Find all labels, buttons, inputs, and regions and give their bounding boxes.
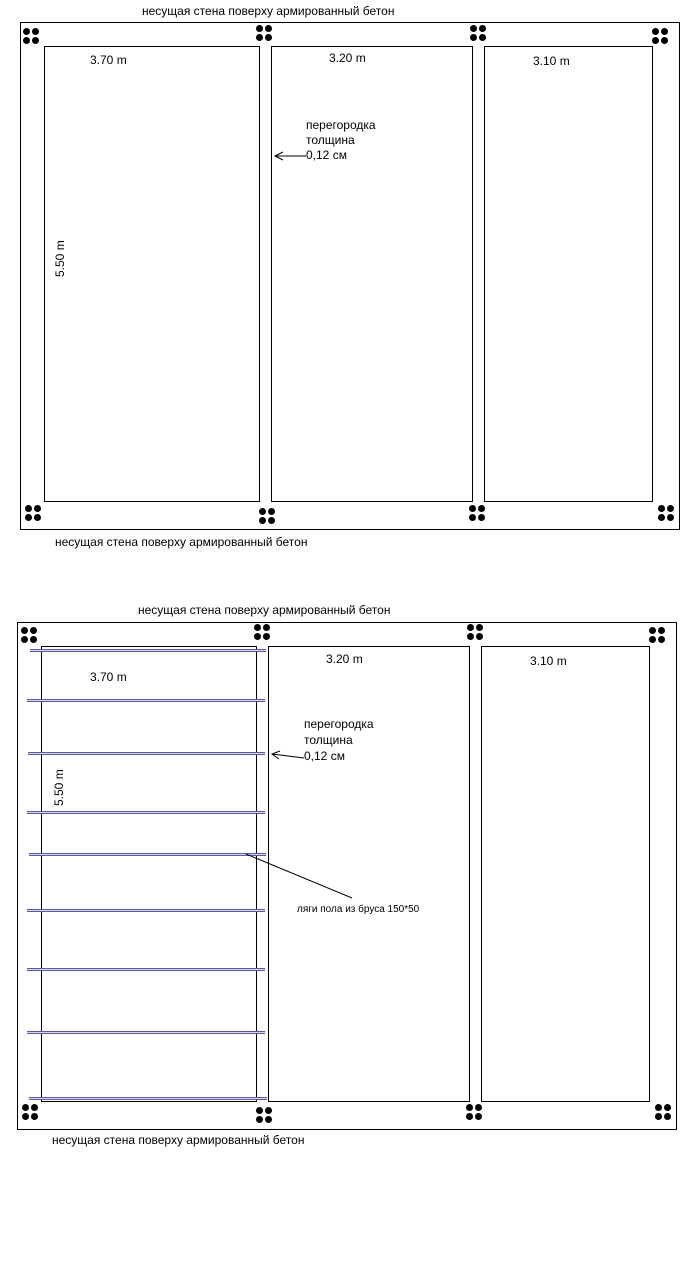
- joists-label: ляги пола из бруса 150*50: [297, 904, 420, 915]
- floor-joist: [27, 1031, 265, 1034]
- floor-joist: [27, 699, 265, 702]
- column-dots: [655, 1104, 673, 1122]
- room-1: [44, 46, 260, 502]
- partition-label-3: 0,12 см: [306, 148, 347, 162]
- column-dots: [649, 627, 667, 645]
- column-dots: [256, 25, 274, 43]
- room-1-width: 3.70 m: [90, 670, 127, 684]
- room-length: 5.50 m: [53, 240, 67, 277]
- column-dots: [21, 627, 39, 645]
- column-dots: [25, 505, 43, 523]
- column-dots: [470, 25, 488, 43]
- room-3: [484, 46, 653, 502]
- column-dots: [256, 1107, 274, 1125]
- column-dots: [658, 505, 676, 523]
- room-3-width: 3.10 m: [530, 654, 567, 668]
- column-dots: [22, 1104, 40, 1122]
- floor-plan-1: [0, 0, 700, 560]
- column-dots: [23, 28, 41, 46]
- partition-label-2: толщина: [306, 133, 355, 147]
- floor-joist: [29, 1097, 267, 1100]
- floor-joist: [29, 853, 266, 856]
- partition-label-2: толщина: [304, 733, 353, 747]
- room-2: [268, 646, 470, 1102]
- room-length: 5.50 m: [52, 769, 66, 806]
- room-1-width: 3.70 m: [90, 53, 127, 67]
- partition-label-1: перегородка: [304, 717, 374, 731]
- floor-joist: [27, 909, 265, 912]
- column-dots: [652, 28, 670, 46]
- wall-label-top: несущая стена поверху армированный бетон: [142, 4, 395, 18]
- floor-joist: [27, 968, 265, 971]
- floor-joist: [30, 649, 266, 652]
- column-dots: [467, 624, 485, 642]
- floor-joist: [27, 811, 265, 814]
- room-3: [481, 646, 650, 1102]
- column-dots: [254, 624, 272, 642]
- room-2-width: 3.20 m: [329, 51, 366, 65]
- floor-joist: [28, 752, 265, 755]
- room-3-width: 3.10 m: [533, 54, 570, 68]
- column-dots: [259, 508, 277, 526]
- partition-label-3: 0,12 см: [304, 749, 345, 763]
- room-2: [271, 46, 473, 502]
- floor-plan-2: [0, 596, 700, 1156]
- wall-label-top: несущая стена поверху армированный бетон: [138, 603, 391, 617]
- wall-label-bottom: несущая стена поверху армированный бетон: [52, 1133, 305, 1147]
- partition-label-1: перегородка: [306, 118, 376, 132]
- column-dots: [466, 1104, 484, 1122]
- column-dots: [469, 505, 487, 523]
- room-2-width: 3.20 m: [326, 652, 363, 666]
- wall-label-bottom: несущая стена поверху армированный бетон: [55, 535, 308, 549]
